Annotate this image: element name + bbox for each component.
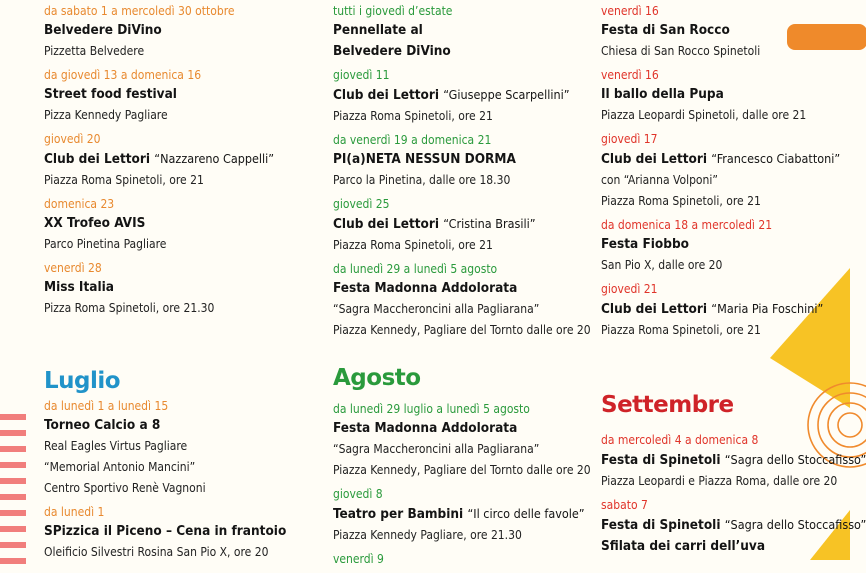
event-date: venerdì 9 (333, 552, 384, 566)
event-item (601, 217, 841, 276)
month-title-agosto: Agosto (333, 365, 421, 391)
event-date: giovedì 20 (44, 132, 101, 146)
event-item (333, 132, 595, 191)
event-title: Festa Fiobbo (601, 236, 689, 252)
event-title-main: Festa di Spinetoli (601, 452, 721, 468)
event-date: da lunedì 1 (44, 505, 105, 519)
event-title: Festa Madonna Addolorata (333, 280, 518, 296)
month-title-luglio: Luglio (44, 368, 121, 394)
event-date: da venerdì 19 a domenica 21 (333, 133, 492, 147)
event-title-main: Club dei Lettori (601, 301, 708, 317)
event-title: Festa Madonna Addolorata (333, 420, 518, 436)
event-item (44, 196, 324, 255)
event-date: da domenica 18 a mercoledì 21 (601, 218, 773, 232)
event-location: Oleificio Silvestri Rosina San Pio X, ore 20 (44, 545, 269, 559)
event-detail: “Sagra Maccheroncini alla Pagliarana” (333, 302, 540, 316)
event-date: venerdì 28 (44, 261, 102, 275)
event-item (333, 551, 595, 568)
event-title (333, 213, 595, 235)
event-title-main: Club dei Lettori (601, 151, 708, 167)
event-title (44, 148, 324, 170)
event-title-main: Teatro per Bambini (333, 506, 464, 522)
event-title: SPizzica il Piceno – Cena in frantoio (44, 523, 287, 539)
event-subtitle: “Cristina Brasili” (443, 216, 536, 231)
event-item (601, 67, 841, 126)
event-item (44, 260, 324, 319)
event-title: PI(a)NETA NESSUN DORMA (333, 151, 516, 167)
event-item (333, 67, 595, 127)
event-date: sabato 7 (601, 498, 648, 512)
event-detail: con “Arianna Volponi” (601, 173, 718, 187)
event-location: Piazza Kennedy, Pagliare del Tornto dalle ore 20 (333, 463, 591, 477)
event-item (601, 497, 866, 557)
event-location: Parco Pinetina Pagliare (44, 237, 167, 251)
event-item (333, 401, 595, 481)
event-title: Festa di San Rocco (601, 22, 730, 38)
event-date: giovedì 17 (601, 132, 658, 146)
event-date: domenica 23 (44, 197, 115, 211)
august-events-continued (601, 3, 841, 346)
event-location: Piazza Kennedy Pagliare, ore 21.30 (333, 528, 522, 542)
event-date: da lunedì 29 a lunedì 5 agosto (333, 262, 498, 276)
event-date: giovedì 25 (333, 197, 390, 211)
event-location: San Pio X, dalle ore 20 (601, 258, 723, 272)
event-location: Piazza Kennedy, Pagliare del Tornto dalle ore 20 (333, 323, 591, 337)
event-title: Pennellate al (333, 22, 423, 38)
event-title: Belvedere DiVino (44, 22, 162, 38)
event-location: Pizzetta Belvedere (44, 44, 145, 58)
event-title: XX Trofeo AVIS (44, 215, 146, 231)
event-subtitle: “Nazzareno Cappelli” (154, 151, 275, 166)
event-item (44, 131, 324, 191)
event-location: Pizza Roma Spinetoli, ore 21.30 (44, 301, 215, 315)
event-item (333, 3, 595, 62)
event-date: giovedì 11 (333, 68, 390, 82)
june-events (44, 3, 324, 324)
event-location: Piazza Leopardi e Piazza Roma, dalle ore 20 (601, 474, 838, 488)
event-item (601, 432, 866, 492)
event-title (601, 449, 866, 471)
event-location: Piazza Roma Spinetoli, ore 21 (601, 323, 761, 337)
event-location: Piazza Roma Spinetoli, ore 21 (333, 109, 493, 123)
event-subtitle: “Sagra dello Stoccafisso” (724, 517, 866, 532)
event-date: da sabato 1 a mercoledì 30 ottobre (44, 4, 235, 18)
event-title-line2: Sfilata dei carri dell’uva (601, 538, 766, 554)
event-location: Pizza Kennedy Pagliare (44, 108, 168, 122)
event-date: venerdì 16 (601, 68, 659, 82)
event-title (601, 148, 841, 170)
decor-pink-stripes (0, 414, 26, 560)
event-item (44, 3, 324, 62)
event-subtitle: “Il circo delle favole” (467, 506, 585, 521)
event-title: Torneo Calcio a 8 (44, 417, 161, 433)
event-title (601, 298, 841, 320)
event-item (44, 504, 324, 563)
event-title-main: Club dei Lettori (44, 151, 151, 167)
event-date: tutti i giovedì d’estate (333, 4, 453, 18)
event-item (333, 486, 595, 546)
event-title (601, 514, 866, 536)
event-item (601, 131, 841, 212)
event-location: Piazza Leopardi Spinetoli, dalle ore 21 (601, 108, 807, 122)
month-title-settembre: Settembre (601, 392, 734, 418)
event-date: da lunedì 29 luglio a lunedì 5 agosto (333, 402, 530, 416)
event-date: da mercoledì 4 a domenica 8 (601, 433, 759, 447)
event-title-main: Club dei Lettori (333, 87, 440, 103)
event-subtitle: “Giuseppe Scarpellini” (443, 87, 570, 102)
event-item (601, 281, 841, 341)
event-subtitle: “Francesco Ciabattoni” (711, 151, 841, 166)
event-detail: Real Eagles Virtus Pagliare (44, 439, 188, 453)
event-item (44, 398, 324, 499)
event-detail: “Sagra Maccheroncini alla Pagliarana” (333, 442, 540, 456)
event-item (44, 67, 324, 126)
event-location: Parco la Pinetina, dalle ore 18.30 (333, 173, 511, 187)
event-title: Il ballo della Pupa (601, 86, 724, 102)
event-subtitle: “Maria Pia Foschini” (711, 301, 824, 316)
event-location: Piazza Roma Spinetoli, ore 21 (333, 238, 493, 252)
event-date: venerdì 16 (601, 4, 659, 18)
event-item (601, 3, 841, 62)
event-detail: “Memorial Antonio Mancini” (44, 460, 196, 474)
event-title (333, 503, 595, 525)
event-location: Chiesa di San Rocco Spinetoli (601, 44, 761, 58)
event-item (333, 261, 595, 341)
event-location: Piazza Roma Spinetoli, ore 21 (44, 173, 204, 187)
event-title: Miss Italia (44, 279, 114, 295)
event-title-line2: Belvedere DiVino (333, 43, 451, 59)
event-date: giovedì 8 (333, 487, 383, 501)
summer-events (333, 3, 595, 346)
event-title-main: Club dei Lettori (333, 216, 440, 232)
august-events (333, 401, 595, 573)
event-item (333, 196, 595, 256)
july-events (44, 398, 324, 568)
event-title (333, 84, 595, 106)
september-events (601, 432, 866, 562)
event-date: da giovedì 13 a domenica 16 (44, 68, 202, 82)
event-title: Street food festival (44, 86, 177, 102)
event-date: da lunedì 1 a lunedì 15 (44, 399, 169, 413)
event-location: Centro Sportivo Renè Vagnoni (44, 481, 206, 495)
event-location: Piazza Roma Spinetoli, ore 21 (601, 194, 761, 208)
event-title-main: Festa di Spinetoli (601, 517, 721, 533)
event-date: giovedì 21 (601, 282, 658, 296)
event-subtitle: “Sagra dello Stoccafisso” (724, 452, 866, 467)
